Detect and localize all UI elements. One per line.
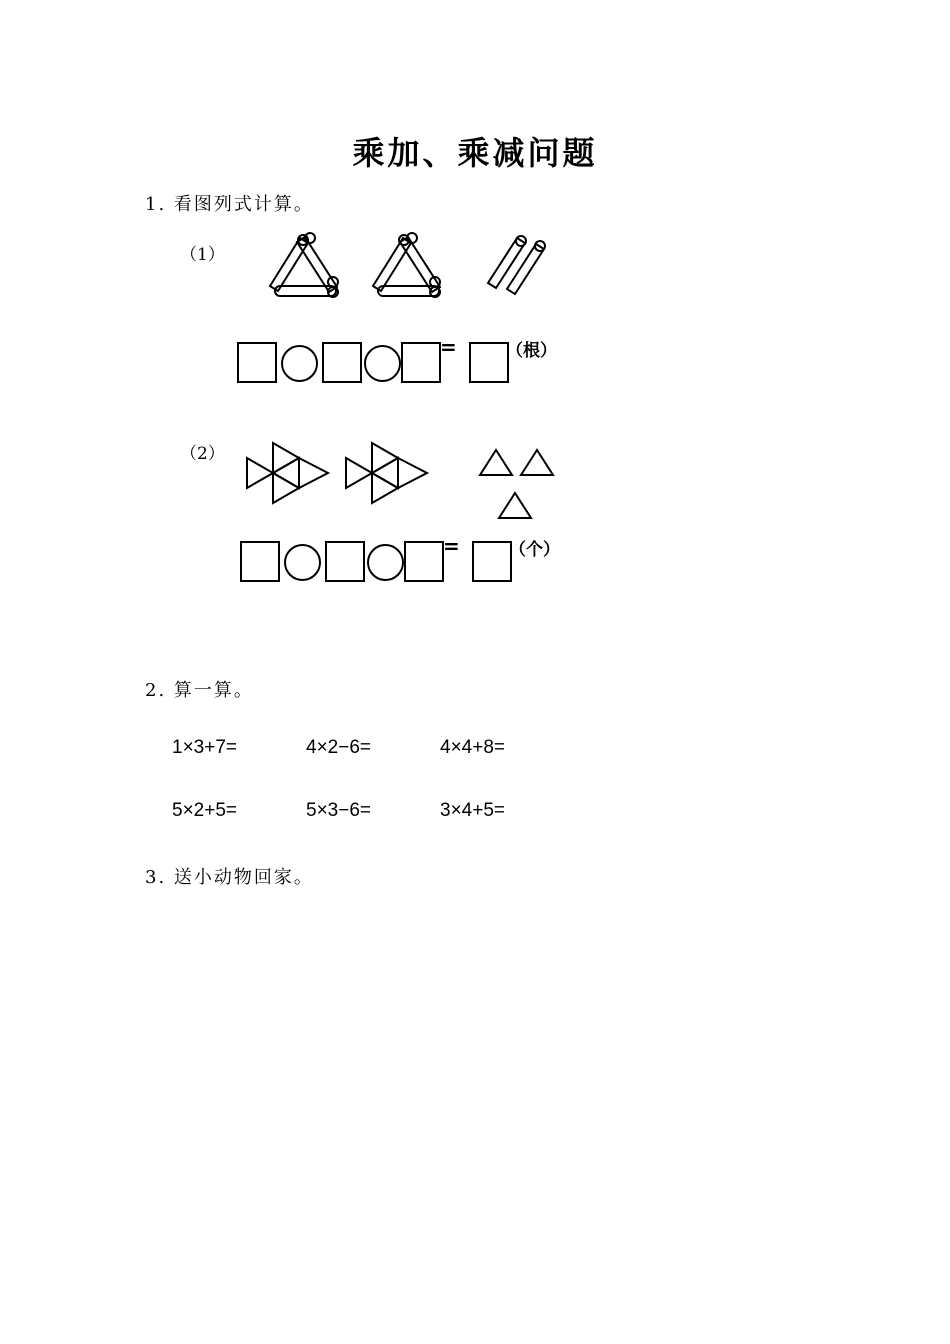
question-3-label: 3. 送小动物回家。 — [145, 867, 314, 888]
equation-item: 4×2−6= — [306, 737, 371, 758]
result-box[interactable] — [472, 541, 512, 582]
equation-item: 5×2+5= — [172, 800, 237, 821]
unit-label: （根） — [506, 341, 557, 361]
answer-box-2[interactable] — [325, 541, 365, 582]
question-1-label: 1. 看图列式计算。 — [145, 194, 314, 215]
part-1-label: （1） — [180, 245, 225, 265]
equation-item: 4×4+8= — [440, 737, 505, 758]
page-title: 乘加、乘减问题 — [352, 134, 598, 172]
loose-triangles — [480, 450, 553, 518]
part-2-label: （2） — [180, 444, 225, 464]
operator-circle-1[interactable] — [284, 544, 321, 581]
equation-item: 1×3+7= — [172, 737, 237, 758]
equals-sign: = — [440, 335, 457, 359]
answer-box-3[interactable] — [404, 541, 444, 582]
triangle-figures — [0, 0, 950, 560]
equation-item: 5×3−6= — [306, 800, 371, 821]
unit-label: （个） — [509, 540, 560, 560]
triangle-group-2 — [346, 443, 427, 503]
operator-circle-2[interactable] — [367, 544, 404, 581]
triangle-group-1 — [247, 443, 328, 503]
answer-box-1[interactable] — [240, 541, 280, 582]
equals-sign: = — [443, 534, 460, 558]
equation-item: 3×4+5= — [440, 800, 505, 821]
question-2-label: 2. 算一算。 — [145, 680, 254, 701]
